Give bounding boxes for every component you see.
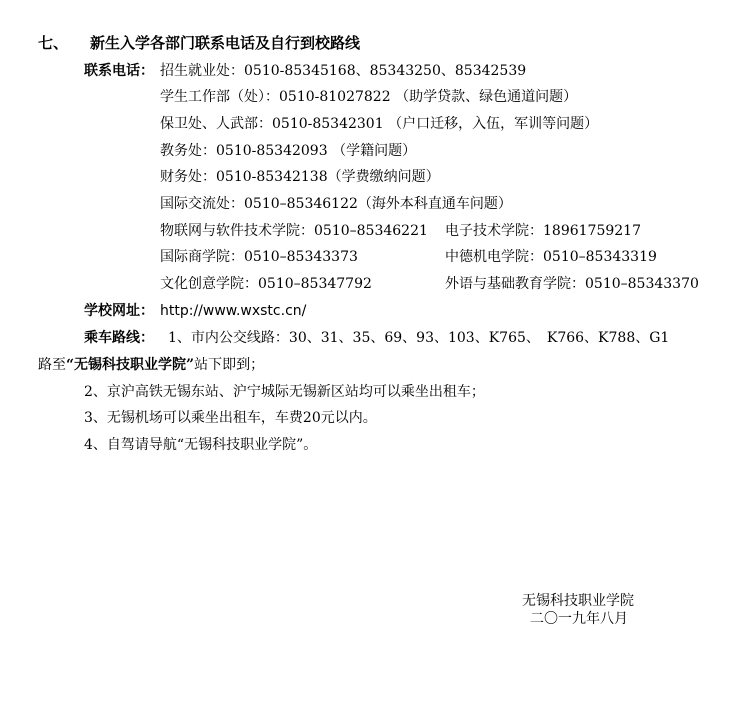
contact-item-academic: 教务处：0510-85342093 （学籍问题） bbox=[160, 143, 417, 159]
route-item-drive: 4、自驾请导航“无锡科技职业学院”。 bbox=[84, 437, 318, 453]
route-item-bus: 1、市内公交线路：30、31、35、69、93、103、K765、 K766、K788、G1 bbox=[168, 330, 670, 346]
website-url[interactable]: http://www.wxstc.cn/ bbox=[160, 303, 307, 319]
route-bus-prefix: 路至 bbox=[38, 357, 66, 373]
contact-item-finance: 财务处：0510-85342138（学费缴纳问题） bbox=[160, 169, 440, 185]
contact-item-student-affairs: 学生工作部（处）：0510-81027822 （助学贷款、绿色通道问题） bbox=[160, 89, 578, 105]
website-label: 学校网址： bbox=[84, 303, 154, 319]
route-bus-suffix: 站下即到； bbox=[194, 357, 265, 373]
contact-item-international: 国际交流处：0510–85346122（海外本科直通车问题） bbox=[160, 196, 512, 212]
contact-item-admissions: 招生就业处：0510-85345168、85343250、85342539 bbox=[160, 63, 527, 79]
contact-pair-right: 中德机电学院：0510–85343319 bbox=[445, 249, 657, 265]
contact-item-security: 保卫处、人武部：0510-85342301 （户口迁移，入伍，军训等问题） bbox=[160, 116, 599, 132]
contact-pair-left: 文化创意学院：0510–85347792 bbox=[160, 276, 372, 292]
route-item-airport: 3、无锡机场可以乘坐出租车，车费20元以内。 bbox=[84, 410, 377, 426]
section-number: 七、 bbox=[38, 34, 69, 52]
contact-label: 联系电话： bbox=[84, 63, 154, 79]
section-title: 新生入学各部门联系电话及自行到校路线 bbox=[90, 34, 361, 52]
contact-pair-right: 外语与基础教育学院：0510–85343370 bbox=[445, 276, 699, 292]
signature-date: 二〇一九年八月 bbox=[530, 611, 628, 627]
signature-org: 无锡科技职业学院 bbox=[522, 593, 634, 609]
contact-pair-left: 国际商学院：0510–85343373 bbox=[160, 249, 358, 265]
route-item-bus-continued bbox=[38, 356, 264, 374]
route-item-rail: 2、京沪高铁无锡东站、沪宁城际无锡新区站均可以乘坐出租车； bbox=[84, 384, 485, 400]
contact-pair-left: 物联网与软件技术学院：0510–85346221 bbox=[160, 223, 428, 239]
contact-pair-right: 电子技术学院：18961759217 bbox=[445, 223, 641, 239]
routes-label: 乘车路线： bbox=[84, 330, 154, 346]
route-bus-school: “无锡科技职业学院” bbox=[66, 357, 195, 373]
